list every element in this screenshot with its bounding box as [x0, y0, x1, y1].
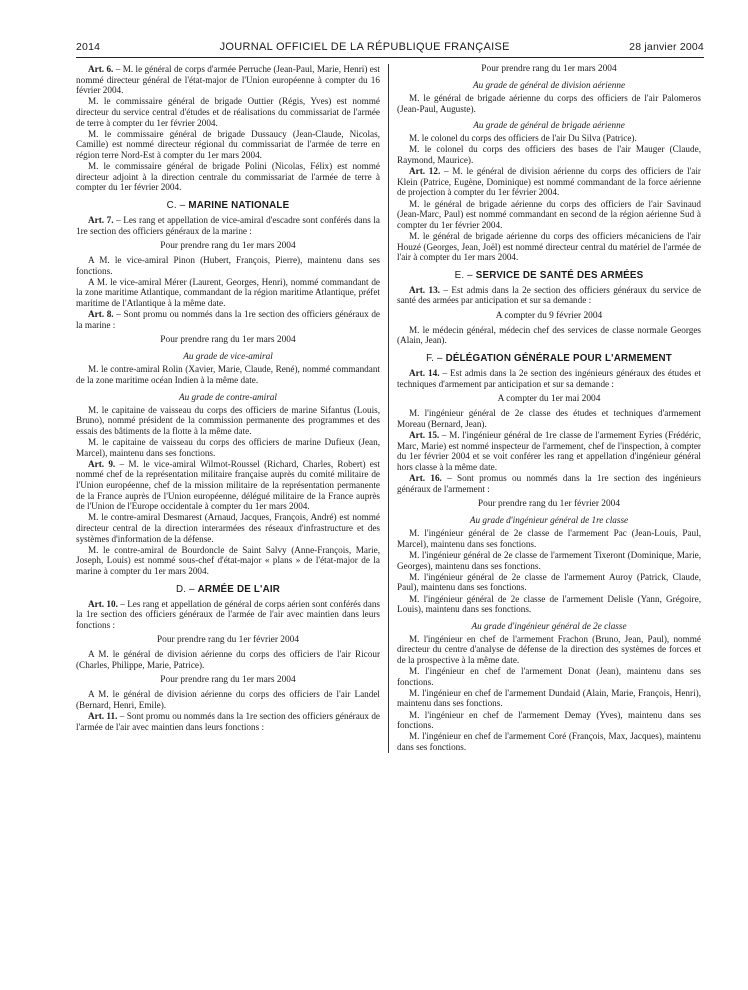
- article-label: Art. 15.: [409, 430, 440, 441]
- rank-date-line: Pour prendre rang du 1er février 2004: [477, 499, 621, 510]
- article-label: Art. 7.: [88, 214, 114, 225]
- article-15: [397, 430, 701, 472]
- journal-title: JOURNAL OFFICIEL DE LA RÉPUBLIQUE FRANÇAISE: [219, 41, 510, 53]
- section-title: DÉLÉGATION GÉNÉRALE POUR L'ARMEMENT: [445, 353, 672, 365]
- article-label: Art. 13.: [409, 284, 440, 295]
- paragraph: M. le général de brigade aérienne du corps des officiers mécaniciens de l'air Houzé (Georges, Jean, Joël) est nommé directeur central du matériel de l'armée de l'air à compter du 1er mars 2004.: [397, 230, 701, 263]
- section-letter: D. –: [175, 583, 198, 595]
- paragraph: A M. le vice-amiral Mérer (Laurent, Georges, Henri), nommé commandant de la zone maritime Atlantique, commandant de la région maritime Atlantique, préfet maritime de l'Atlantique à la même date.: [76, 276, 380, 309]
- section-title: SERVICE DE SANTÉ DES ARMÉES: [475, 269, 644, 281]
- section-title: MARINE NATIONALE: [188, 199, 290, 211]
- paragraph: M. le commissaire général de brigade Dussaucy (Jean-Claude, Nicolas, Camille) est nommé directeur régional du commissariat de l'armée de terre en région terre Nord-Est à compter du 1er mars 2004.: [76, 128, 380, 160]
- article-8: [76, 309, 380, 330]
- grade-heading: Au grade de général de brigade aérienne: [473, 120, 625, 131]
- article-label: Art. 9.: [88, 458, 116, 469]
- paragraph: M. le contre-amiral de Bourdoncle de Saint Salvy (Anne-François, Marie, Joseph, Louis) est nommé sous-chef d'état-major « plans » de l'état-major de la marine à compter du 1er mars 2004.: [76, 544, 380, 576]
- paragraph: M. l'ingénieur général de 2e classe de l'armement Delisle (Yann, Grégoire, Louis), maintenu dans ses fonctions.: [397, 593, 701, 615]
- article-text: – Sont promus ou nommés dans la 1re section des ingénieurs généraux de l'armement :: [397, 473, 701, 494]
- paragraph: M. le capitaine de vaisseau du corps des officiers de marine Sifantus (Louis, Bruno), nommé président de la commission permanente des programmes et des essais des bâtiments de la flotte à la même date.: [76, 404, 380, 436]
- article-label: Art. 11.: [88, 711, 118, 722]
- article-text: – Les rang et appellation de général de corps aérien sont conférés dans la 1re section des officiers généraux de l'armée de l'air avec maintien dans leurs fonctions :: [76, 598, 380, 630]
- article-text: – Est admis dans la 2e section des officiers généraux du service de santé des armées par anticipation et sur sa demande :: [397, 284, 701, 306]
- paragraph: M. l'ingénieur en chef de l'armement Dundaid (Alain, Marie, François, Henri), maintenu dans ses fonctions.: [397, 687, 701, 709]
- article-text: – M. le général de division aérienne du corps des officiers de l'air Klein (Patrice, Eugène, Dominique) est nommé commandant de la force aérienne de projection à compter du 1er février 2004.: [397, 166, 701, 198]
- paragraph: M. le contre-amiral Rolin (Xavier, Marie, Claude, René), nommé commandant de la zone maritime océan Indien à la même date.: [76, 364, 380, 386]
- article-11: [76, 711, 380, 732]
- article-10: [76, 599, 380, 631]
- grade-heading: Au grade d'ingénieur général de 2e classe: [471, 620, 627, 631]
- page-header: [76, 0, 704, 58]
- rank-date-line: A compter du 9 février 2004: [495, 310, 603, 321]
- article-16: [397, 473, 701, 494]
- section-title: ARMÉE DE L'AIR: [197, 583, 281, 595]
- article-label: Art. 12.: [409, 166, 441, 177]
- rank-date-line: Pour prendre rang du 1er mars 2004: [160, 675, 296, 686]
- paragraph: M. l'ingénieur en chef de l'armement Donat (Jean), maintenu dans ses fonctions.: [397, 666, 701, 687]
- article-label: Art. 16.: [409, 473, 442, 483]
- section-heading-c: [76, 200, 380, 211]
- section-letter: F. –: [426, 353, 446, 365]
- paragraph: M. l'ingénieur général de 2e classe de l'armement Tixeront (Dominique, Marie, Georges), maintenu dans ses fonctions.: [397, 549, 701, 571]
- article-text: – M. le vice-amiral Wilmot-Roussel (Richard, Charles, Robert) est nommé chef de la représentation militaire française auprès du comité militaire de l'Union européenne, chef de la mission militaire de la représentation permanente de la France auprès de l'Union européenne, délégué militaire de la France auprès de l'Union de l'Europe occidentale à compter du 1er mars 2004.: [76, 458, 380, 512]
- paragraph: M. le général de brigade aérienne du corps des officiers de l'air Palomeros (Jean-Paul, Auguste).: [397, 93, 701, 114]
- article-text: – Est admis dans la 2e section des ingénieurs généraux des études et techniques d'armement par anticipation et sur sa demande :: [397, 368, 701, 389]
- paragraph: M. l'ingénieur général de 2e classe de l'armement Pac (Jean-Louis, Paul, Marcel), maintenu dans ses fonctions.: [397, 528, 701, 549]
- paragraph: M. le colonel du corps des officiers de l'air Du Silva (Patrice).: [409, 133, 637, 144]
- two-column-body: [76, 64, 704, 753]
- rank-date-line: Pour prendre rang du 1er février 2004: [156, 635, 300, 646]
- paragraph: M. l'ingénieur général de 2e classe de l'armement Auroy (Patrick, Claude, Paul), maintenu dans ses fonctions.: [397, 571, 701, 593]
- right-column: [388, 64, 701, 753]
- paragraph: M. l'ingénieur en chef de l'armement Frachon (Bruno, Jean, Paul), nommé directeur du centre d'analyse de défense de la direction des systèmes de forces et de la prospective à la même date.: [397, 633, 701, 665]
- paragraph: A M. le général de division aérienne du corps des officiers de l'air Ricour (Charles, Philippe, Marie, Patrice).: [76, 649, 380, 670]
- article-label: Art. 14.: [409, 368, 440, 379]
- article-text: – M. le général de corps d'armée Perruche (Jean-Paul, Marie, Henri) est nommé directeur général de l'état-major de l'Union européenne à compter du 16 février 2004.: [76, 64, 380, 96]
- rank-date-line: Pour prendre rang du 1er mars 2004: [481, 64, 617, 74]
- section-letter: E. –: [454, 269, 476, 281]
- page-number: 2014: [76, 41, 101, 53]
- rank-date-line: Pour prendre rang du 1er mars 2004: [160, 335, 296, 346]
- grade-heading: Au grade de vice-amiral: [183, 351, 273, 362]
- section-heading-f: [397, 353, 701, 364]
- section-heading-d: [76, 584, 380, 595]
- rank-date-line: A compter du 1er mai 2004: [497, 394, 601, 405]
- grade-heading: Au grade de contre-amiral: [179, 391, 277, 402]
- paragraph: M. l'ingénieur en chef de l'armement Demay (Yves), maintenu dans ses fonctions.: [397, 709, 701, 731]
- paragraph: M. le général de brigade aérienne du corps des officiers de l'air Savinaud (Jean-Marc, Paul) est nommé commandant en second de la région aérienne Sud à compter du 1er février 2004.: [397, 198, 701, 230]
- article-12: [397, 166, 701, 198]
- paragraph: M. le commissaire général de brigade Outtier (Régis, Yves) est nommé directeur du service central d'études et de réalisations du commissariat de l'armée de terre à compter du 1er février 2004.: [76, 96, 380, 128]
- paragraph: A M. le vice-amiral Pinon (Hubert, François, Pierre), maintenu dans ses fonctions.: [76, 255, 380, 276]
- article-text: – M. l'ingénieur général de 1re classe de l'armement Eyries (Frédéric, Marc, Marie) est nommé inspecteur de l'armement, chef de l'inspection, à compter du 1er février 2004 et se voit conférer les rang et appellation d'ingénieur général hors classe à la même date.: [397, 430, 701, 472]
- grade-heading: Au grade d'ingénieur général de 1re classe: [469, 515, 629, 526]
- section-letter: C. –: [166, 199, 189, 211]
- article-7: [76, 215, 380, 236]
- paragraph: M. le médecin général, médecin chef des services de classe normale Georges (Alain, Jean).: [397, 324, 701, 346]
- article-text: – Sont promu ou nommés dans la 1re section des officiers généraux de la marine :: [76, 309, 380, 330]
- paragraph: M. le contre-amiral Desmarest (Arnaud, Jacques, François, André) est nommé directeur central de la direction interarmées des réseaux d'infrastructure et des systèmes d'information de la défense.: [76, 512, 380, 544]
- article-label: Art. 10.: [88, 598, 118, 609]
- article-13: [397, 285, 701, 306]
- article-text: – Sont promu ou nommés dans la 1re section des officiers généraux de l'armée de l'air avec maintien dans leurs fonctions :: [76, 711, 380, 732]
- article-6: [76, 64, 380, 96]
- article-9: [76, 459, 380, 512]
- paragraph: M. le capitaine de vaisseau du corps des officiers de marine Dufieux (Jean, Marcel), maintenu dans ses fonctions.: [76, 437, 380, 458]
- paragraph: M. l'ingénieur en chef de l'armement Coré (François, Max, Jacques), maintenu dans ses fonctions.: [397, 731, 701, 753]
- article-label: Art. 6.: [88, 64, 114, 74]
- grade-heading: Au grade de général de division aérienne: [472, 80, 626, 90]
- paragraph: M. le commissaire général de brigade Polini (Nicolas, Félix) est nommé directeur adjoint à la direction centrale du commissariat de l'armée de terre à compter du 1er février 2004.: [76, 161, 380, 193]
- paragraph: M. l'ingénieur général de 2e classe des études et techniques d'armement Moreau (Bernard, Jean).: [397, 408, 701, 429]
- left-column: [76, 64, 388, 753]
- article-label: Art. 8.: [88, 309, 114, 320]
- paragraph: M. le colonel du corps des officiers des bases de l'air Mauger (Claude, Raymond, Maurice).: [397, 144, 701, 165]
- article-text: – Les rang et appellation de vice-amiral d'escadre sont conférés dans la 1re section des officiers généraux de la marine :: [76, 214, 380, 236]
- publication-date: 28 janvier 2004: [629, 41, 704, 53]
- paragraph: A M. le général de division aérienne du corps des officiers de l'air Landel (Bernard, Henri, Emile).: [76, 689, 380, 711]
- article-14: [397, 368, 701, 389]
- rank-date-line: Pour prendre rang du 1er mars 2004: [160, 241, 296, 252]
- section-heading-e: [397, 270, 701, 281]
